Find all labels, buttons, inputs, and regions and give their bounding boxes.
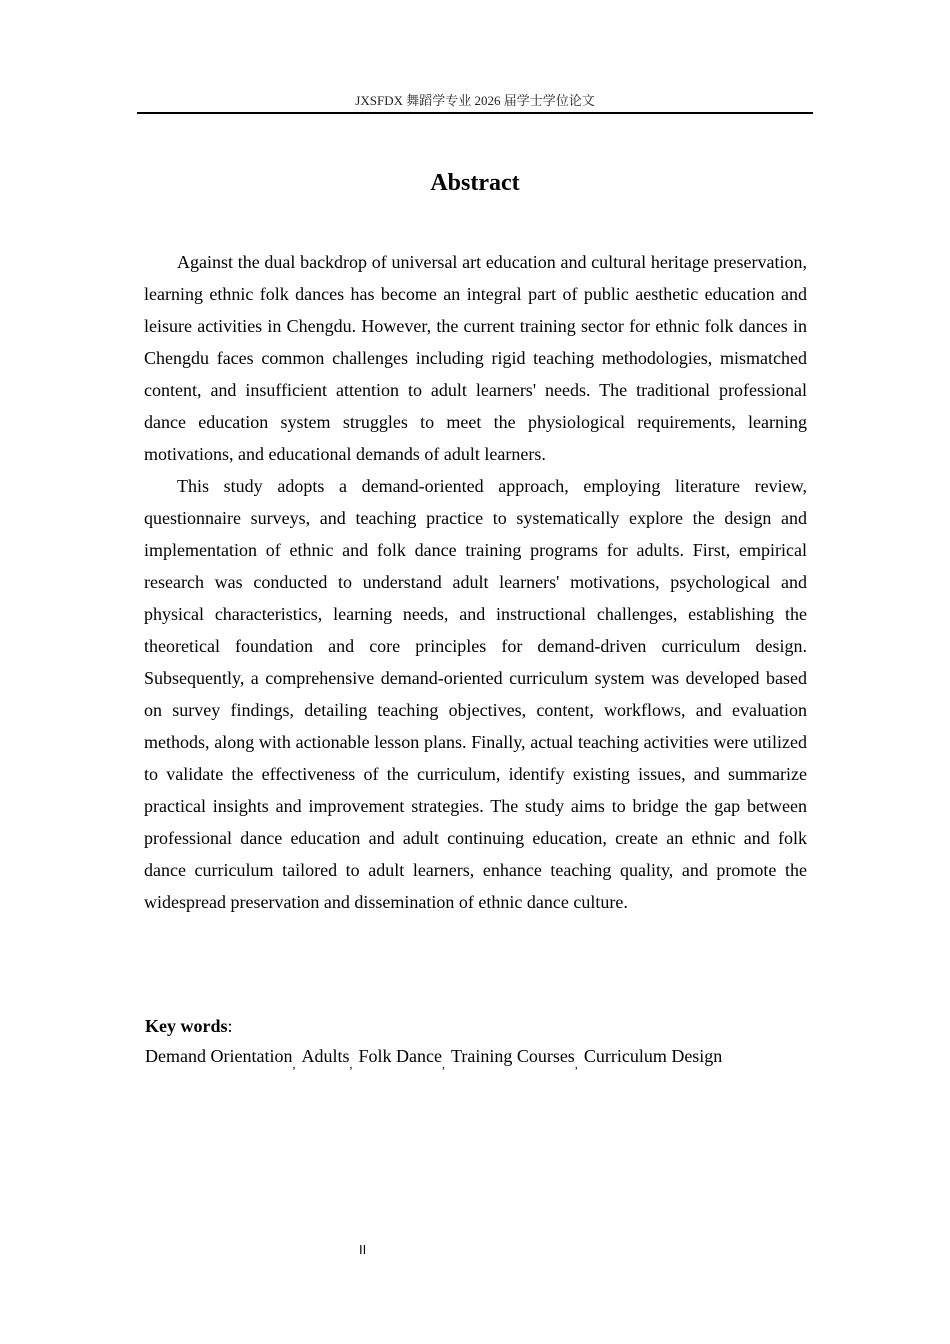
keyword-item: Curriculum Design <box>583 1046 723 1066</box>
keyword-separator: , <box>441 1057 445 1071</box>
abstract-paragraph-2: This study adopts a demand-oriented approach, employing literature review, questionnaire surveys, and teaching practice to systematically explore the design and implementation of ethnic and folk dance training programs for adults. First, empirical research was conducted to understand adult learners' motivations, psychological and physical characteristics, learning needs, and instructional challenges, establishing the theoretical foundation and core principles for demand-driven curriculum design. Subsequently, a comprehensive demand-oriented curriculum system was developed based on survey findings, detailing teaching objectives, content, workflows, and evaluation methods, along with actionable lesson plans. Finally, actual teaching activities were utilized to validate the effectiveness of the curriculum, identify existing issues, and summarize practical insights and improvement strategies. The study aims to bridge the gap between professional dance education and adult continuing education, create an ethnic and folk dance curriculum tailored to adult learners, enhance teaching quality, and promote the widespread preservation and dissemination of ethnic dance culture. <box>144 476 807 912</box>
keyword-item: Demand Orientation <box>145 1046 293 1066</box>
keywords-list <box>145 1041 845 1073</box>
keywords-colon: : <box>227 1016 233 1036</box>
keyword-separator: , <box>292 1057 296 1071</box>
keyword-separator: , <box>574 1057 578 1071</box>
page-title: Abstract <box>430 170 520 196</box>
keywords-heading-line <box>145 1011 845 1041</box>
abstract-body <box>144 246 807 918</box>
keyword-separator: , <box>349 1057 353 1071</box>
keywords-heading: Key words <box>145 1016 228 1036</box>
keyword-item: Training Courses <box>450 1046 575 1066</box>
header-divider <box>137 112 813 114</box>
keywords-section <box>145 1011 845 1073</box>
page-number: II <box>359 1242 367 1257</box>
running-header: JXSFDX 舞蹈学专业 2026 届学士学位论文 <box>355 93 595 108</box>
abstract-paragraph-1: Against the dual backdrop of universal art education and cultural heritage preservation, learning ethnic folk dances has become an integral part of public aesthetic education and leisure activities in Chengdu. However, the current training sector for ethnic folk dances in Chengdu faces common challenges including rigid teaching methodologies, mismatched content, and insufficient attention to adult learners' needs. The traditional professional dance education system struggles to meet the physiological requirements, learning motivations, and educational demands of adult learners. <box>144 252 807 464</box>
keyword-item: Adults <box>301 1046 350 1066</box>
keyword-item: Folk Dance <box>358 1046 442 1066</box>
